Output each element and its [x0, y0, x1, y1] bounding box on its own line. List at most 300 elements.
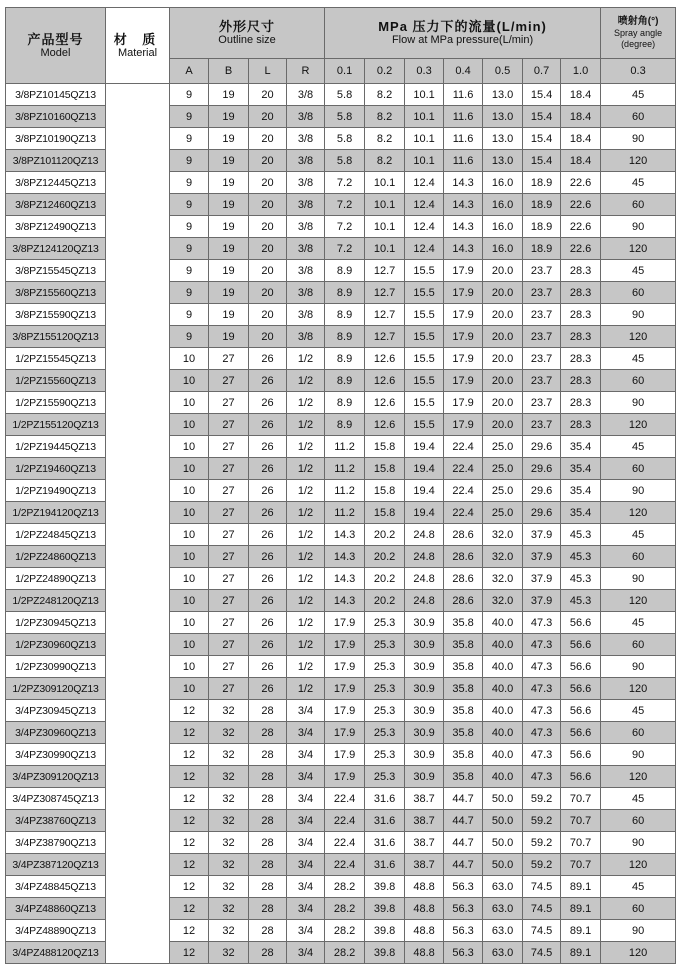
cell-model: 3/8PZ10190QZ13 [6, 128, 106, 150]
cell-flow-1-0: 18.4 [561, 106, 601, 128]
cell-spray-angle: 60 [601, 282, 676, 304]
cell-dim-r: 1/2 [287, 546, 325, 568]
cell-flow-0-2: 25.3 [365, 634, 405, 656]
cell-spray-angle: 60 [601, 106, 676, 128]
cell-flow-0-1: 8.9 [325, 304, 365, 326]
cell-flow-0-3: 24.8 [405, 546, 444, 568]
cell-flow-0-4: 11.6 [444, 84, 483, 106]
cell-spray-angle: 45 [601, 700, 676, 722]
cell-flow-0-1: 17.9 [325, 700, 365, 722]
cell-model: 1/2PZ309120QZ13 [6, 678, 106, 700]
cell-dim-r: 3/4 [287, 788, 325, 810]
cell-flow-0-3: 24.8 [405, 590, 444, 612]
cell-flow-1-0: 70.7 [561, 810, 601, 832]
cell-flow-0-7: 74.5 [523, 942, 561, 964]
header-flow-cn: MPa 压力下的流量(L/min) [378, 19, 547, 34]
cell-spray-angle: 120 [601, 590, 676, 612]
cell-dim-l: 20 [249, 238, 287, 260]
cell-flow-0-4: 56.3 [444, 876, 483, 898]
cell-model: 3/8PZ10160QZ13 [6, 106, 106, 128]
cell-flow-0-1: 14.3 [325, 546, 365, 568]
cell-dim-a: 12 [170, 876, 209, 898]
cell-dim-l: 26 [249, 656, 287, 678]
cell-dim-a: 9 [170, 172, 209, 194]
cell-dim-b: 27 [209, 634, 249, 656]
cell-flow-0-5: 25.0 [483, 480, 523, 502]
header-angle-cn: 喷射角(°) [617, 16, 659, 27]
cell-dim-a: 9 [170, 304, 209, 326]
cell-spray-angle: 45 [601, 612, 676, 634]
cell-flow-1-0: 35.4 [561, 480, 601, 502]
cell-flow-0-4: 17.9 [444, 282, 483, 304]
cell-flow-1-0: 56.6 [561, 612, 601, 634]
cell-dim-r: 3/4 [287, 722, 325, 744]
cell-flow-0-4: 35.8 [444, 678, 483, 700]
cell-dim-a: 9 [170, 282, 209, 304]
cell-dim-a: 10 [170, 590, 209, 612]
cell-model: 1/2PZ19460QZ13 [6, 458, 106, 480]
cell-model: 3/4PZ309120QZ13 [6, 766, 106, 788]
cell-flow-0-4: 17.9 [444, 392, 483, 414]
cell-flow-0-3: 30.9 [405, 612, 444, 634]
header-angle-pressure: 0.3 [601, 59, 676, 84]
cell-model: 1/2PZ30990QZ13 [6, 656, 106, 678]
cell-model: 3/8PZ124120QZ13 [6, 238, 106, 260]
cell-dim-a: 12 [170, 832, 209, 854]
cell-flow-0-5: 13.0 [483, 84, 523, 106]
cell-dim-r: 1/2 [287, 348, 325, 370]
cell-flow-0-2: 12.6 [365, 348, 405, 370]
cell-flow-0-5: 20.0 [483, 414, 523, 436]
cell-dim-l: 28 [249, 766, 287, 788]
cell-flow-0-3: 12.4 [405, 194, 444, 216]
cell-dim-r: 3/4 [287, 744, 325, 766]
cell-flow-1-0: 28.3 [561, 370, 601, 392]
cell-dim-b: 32 [209, 832, 249, 854]
cell-dim-a: 10 [170, 524, 209, 546]
cell-dim-b: 19 [209, 128, 249, 150]
cell-dim-a: 9 [170, 326, 209, 348]
cell-flow-0-7: 15.4 [523, 106, 561, 128]
cell-dim-r: 1/2 [287, 392, 325, 414]
cell-dim-r: 1/2 [287, 678, 325, 700]
header-dim-a: A [170, 59, 209, 84]
cell-dim-b: 19 [209, 238, 249, 260]
cell-flow-0-5: 20.0 [483, 326, 523, 348]
cell-flow-0-2: 39.8 [365, 920, 405, 942]
cell-flow-0-3: 38.7 [405, 832, 444, 854]
cell-spray-angle: 90 [601, 480, 676, 502]
cell-spray-angle: 90 [601, 128, 676, 150]
cell-spray-angle: 60 [601, 810, 676, 832]
cell-dim-r: 1/2 [287, 458, 325, 480]
cell-model: 3/8PZ12460QZ13 [6, 194, 106, 216]
cell-spray-angle: 120 [601, 326, 676, 348]
cell-flow-0-2: 8.2 [365, 106, 405, 128]
cell-flow-0-7: 37.9 [523, 546, 561, 568]
cell-flow-0-2: 25.3 [365, 656, 405, 678]
cell-spray-angle: 90 [601, 392, 676, 414]
cell-model: 1/2PZ30945QZ13 [6, 612, 106, 634]
cell-dim-a: 12 [170, 942, 209, 964]
cell-flow-0-3: 48.8 [405, 876, 444, 898]
cell-dim-a: 10 [170, 612, 209, 634]
cell-flow-0-7: 29.6 [523, 458, 561, 480]
cell-dim-r: 3/4 [287, 700, 325, 722]
cell-model: 3/4PZ387120QZ13 [6, 854, 106, 876]
cell-flow-1-0: 56.6 [561, 744, 601, 766]
cell-flow-0-3: 15.5 [405, 392, 444, 414]
cell-dim-l: 26 [249, 436, 287, 458]
cell-flow-1-0: 35.4 [561, 458, 601, 480]
cell-flow-1-0: 28.3 [561, 392, 601, 414]
cell-dim-b: 32 [209, 722, 249, 744]
header-pressure-0-7: 0.7 [523, 59, 561, 84]
cell-dim-b: 32 [209, 920, 249, 942]
cell-flow-0-7: 29.6 [523, 436, 561, 458]
cell-flow-0-1: 5.8 [325, 128, 365, 150]
cell-dim-r: 3/4 [287, 898, 325, 920]
cell-flow-0-5: 40.0 [483, 700, 523, 722]
cell-flow-0-3: 15.5 [405, 326, 444, 348]
cell-model: 1/2PZ248120QZ13 [6, 590, 106, 612]
cell-flow-0-1: 11.2 [325, 458, 365, 480]
header-dim-b: B [209, 59, 249, 84]
cell-flow-0-5: 50.0 [483, 832, 523, 854]
cell-dim-a: 12 [170, 744, 209, 766]
cell-dim-a: 10 [170, 392, 209, 414]
cell-flow-0-4: 35.8 [444, 634, 483, 656]
cell-dim-b: 19 [209, 304, 249, 326]
cell-spray-angle: 90 [601, 744, 676, 766]
header-pressure-0-3: 0.3 [405, 59, 444, 84]
cell-flow-0-5: 16.0 [483, 216, 523, 238]
cell-flow-0-7: 23.7 [523, 260, 561, 282]
cell-dim-b: 19 [209, 282, 249, 304]
cell-flow-0-2: 25.3 [365, 766, 405, 788]
cell-flow-0-4: 56.3 [444, 920, 483, 942]
cell-flow-0-5: 20.0 [483, 392, 523, 414]
cell-dim-r: 1/2 [287, 524, 325, 546]
cell-dim-l: 28 [249, 744, 287, 766]
cell-dim-r: 3/8 [287, 128, 325, 150]
cell-dim-b: 19 [209, 106, 249, 128]
cell-flow-0-4: 14.3 [444, 238, 483, 260]
cell-dim-a: 12 [170, 766, 209, 788]
cell-dim-l: 20 [249, 282, 287, 304]
cell-flow-0-4: 56.3 [444, 942, 483, 964]
cell-flow-0-2: 20.2 [365, 546, 405, 568]
cell-dim-a: 10 [170, 634, 209, 656]
cell-spray-angle: 45 [601, 876, 676, 898]
cell-flow-0-2: 10.1 [365, 172, 405, 194]
cell-flow-0-5: 40.0 [483, 656, 523, 678]
cell-flow-0-1: 5.8 [325, 150, 365, 172]
cell-flow-1-0: 22.6 [561, 194, 601, 216]
cell-flow-1-0: 35.4 [561, 436, 601, 458]
cell-flow-0-5: 32.0 [483, 568, 523, 590]
cell-spray-angle: 120 [601, 414, 676, 436]
cell-flow-0-4: 28.6 [444, 546, 483, 568]
cell-flow-0-4: 44.7 [444, 788, 483, 810]
header-material-cn: 材 质 [113, 31, 162, 47]
cell-flow-0-4: 22.4 [444, 502, 483, 524]
cell-dim-r: 3/8 [287, 238, 325, 260]
cell-flow-0-7: 74.5 [523, 898, 561, 920]
cell-flow-0-4: 35.8 [444, 700, 483, 722]
cell-model: 3/8PZ15590QZ13 [6, 304, 106, 326]
cell-dim-r: 3/8 [287, 106, 325, 128]
cell-flow-0-2: 12.7 [365, 282, 405, 304]
cell-flow-0-2: 8.2 [365, 84, 405, 106]
cell-dim-b: 32 [209, 942, 249, 964]
cell-flow-0-1: 17.9 [325, 722, 365, 744]
cell-dim-r: 3/8 [287, 216, 325, 238]
cell-flow-0-1: 22.4 [325, 788, 365, 810]
cell-flow-0-4: 56.3 [444, 898, 483, 920]
cell-flow-0-1: 8.9 [325, 282, 365, 304]
cell-flow-0-7: 59.2 [523, 788, 561, 810]
cell-flow-0-7: 29.6 [523, 480, 561, 502]
cell-model: 3/4PZ38760QZ13 [6, 810, 106, 832]
cell-dim-a: 9 [170, 84, 209, 106]
cell-flow-1-0: 28.3 [561, 304, 601, 326]
cell-flow-0-7: 23.7 [523, 282, 561, 304]
cell-flow-0-5: 25.0 [483, 502, 523, 524]
cell-dim-r: 1/2 [287, 480, 325, 502]
cell-flow-0-4: 28.6 [444, 568, 483, 590]
cell-dim-l: 28 [249, 876, 287, 898]
cell-flow-0-2: 25.3 [365, 678, 405, 700]
cell-flow-0-7: 18.9 [523, 216, 561, 238]
cell-flow-1-0: 28.3 [561, 282, 601, 304]
cell-flow-0-4: 44.7 [444, 854, 483, 876]
cell-dim-l: 20 [249, 150, 287, 172]
cell-model: 3/4PZ48845QZ13 [6, 876, 106, 898]
cell-dim-r: 3/4 [287, 876, 325, 898]
cell-flow-0-2: 8.2 [365, 128, 405, 150]
cell-flow-0-7: 15.4 [523, 84, 561, 106]
cell-flow-0-7: 47.3 [523, 678, 561, 700]
cell-flow-0-2: 20.2 [365, 568, 405, 590]
cell-flow-0-5: 63.0 [483, 876, 523, 898]
cell-flow-0-7: 47.3 [523, 612, 561, 634]
cell-dim-r: 1/2 [287, 656, 325, 678]
cell-dim-a: 12 [170, 854, 209, 876]
cell-model: 1/2PZ19490QZ13 [6, 480, 106, 502]
cell-flow-0-3: 10.1 [405, 150, 444, 172]
cell-flow-1-0: 45.3 [561, 524, 601, 546]
cell-flow-0-2: 15.8 [365, 502, 405, 524]
cell-dim-l: 26 [249, 546, 287, 568]
cell-flow-1-0: 45.3 [561, 546, 601, 568]
cell-flow-1-0: 28.3 [561, 260, 601, 282]
cell-dim-l: 20 [249, 216, 287, 238]
cell-dim-b: 32 [209, 898, 249, 920]
cell-dim-a: 9 [170, 194, 209, 216]
cell-model: 3/4PZ30960QZ13 [6, 722, 106, 744]
cell-spray-angle: 90 [601, 832, 676, 854]
cell-dim-l: 28 [249, 920, 287, 942]
cell-flow-0-3: 19.4 [405, 436, 444, 458]
cell-dim-l: 20 [249, 172, 287, 194]
cell-flow-0-1: 11.2 [325, 502, 365, 524]
cell-flow-1-0: 70.7 [561, 854, 601, 876]
cell-flow-0-7: 23.7 [523, 348, 561, 370]
cell-flow-0-7: 23.7 [523, 326, 561, 348]
cell-flow-0-1: 8.9 [325, 348, 365, 370]
cell-dim-a: 10 [170, 568, 209, 590]
cell-flow-0-7: 23.7 [523, 304, 561, 326]
cell-dim-a: 10 [170, 436, 209, 458]
cell-flow-0-1: 28.2 [325, 876, 365, 898]
cell-flow-0-2: 12.6 [365, 392, 405, 414]
cell-dim-b: 27 [209, 678, 249, 700]
cell-dim-r: 1/2 [287, 436, 325, 458]
cell-flow-0-7: 15.4 [523, 150, 561, 172]
table-row [6, 84, 676, 106]
cell-dim-r: 3/4 [287, 810, 325, 832]
cell-dim-a: 10 [170, 656, 209, 678]
cell-flow-0-7: 23.7 [523, 370, 561, 392]
cell-flow-0-5: 40.0 [483, 766, 523, 788]
cell-flow-0-3: 30.9 [405, 634, 444, 656]
cell-dim-l: 20 [249, 326, 287, 348]
cell-flow-1-0: 56.6 [561, 722, 601, 744]
header-dim-r: R [287, 59, 325, 84]
cell-flow-0-5: 32.0 [483, 590, 523, 612]
cell-flow-0-7: 47.3 [523, 766, 561, 788]
cell-dim-l: 26 [249, 348, 287, 370]
cell-flow-1-0: 18.4 [561, 84, 601, 106]
cell-dim-a: 9 [170, 128, 209, 150]
cell-dim-r: 3/4 [287, 920, 325, 942]
cell-flow-0-4: 17.9 [444, 304, 483, 326]
cell-dim-l: 26 [249, 590, 287, 612]
cell-dim-l: 26 [249, 612, 287, 634]
cell-flow-0-1: 8.9 [325, 326, 365, 348]
cell-spray-angle: 90 [601, 216, 676, 238]
cell-flow-1-0: 28.3 [561, 414, 601, 436]
cell-model: 1/2PZ15545QZ13 [6, 348, 106, 370]
cell-flow-0-3: 15.5 [405, 414, 444, 436]
cell-flow-0-4: 28.6 [444, 590, 483, 612]
cell-flow-0-3: 30.9 [405, 656, 444, 678]
cell-flow-0-5: 16.0 [483, 238, 523, 260]
cell-dim-l: 26 [249, 634, 287, 656]
cell-flow-0-7: 47.3 [523, 634, 561, 656]
cell-flow-0-7: 47.3 [523, 744, 561, 766]
cell-flow-0-7: 37.9 [523, 568, 561, 590]
cell-flow-1-0: 89.1 [561, 942, 601, 964]
cell-flow-0-1: 17.9 [325, 656, 365, 678]
cell-flow-1-0: 22.6 [561, 238, 601, 260]
cell-flow-1-0: 56.6 [561, 634, 601, 656]
cell-model: 3/4PZ30945QZ13 [6, 700, 106, 722]
cell-dim-b: 19 [209, 150, 249, 172]
cell-flow-0-1: 8.9 [325, 392, 365, 414]
cell-dim-b: 32 [209, 744, 249, 766]
cell-model: 1/2PZ155120QZ13 [6, 414, 106, 436]
cell-flow-0-1: 17.9 [325, 766, 365, 788]
cell-flow-0-2: 31.6 [365, 854, 405, 876]
cell-dim-r: 3/4 [287, 942, 325, 964]
header-angle-en: Spray angle [614, 28, 663, 38]
cell-dim-l: 26 [249, 370, 287, 392]
cell-flow-0-1: 8.9 [325, 370, 365, 392]
cell-spray-angle: 120 [601, 766, 676, 788]
cell-model: 1/2PZ24860QZ13 [6, 546, 106, 568]
cell-flow-1-0: 56.6 [561, 656, 601, 678]
cell-flow-0-4: 11.6 [444, 150, 483, 172]
nozzle-spec-table [5, 7, 676, 964]
cell-dim-r: 3/8 [287, 260, 325, 282]
cell-spray-angle: 60 [601, 634, 676, 656]
cell-flow-0-1: 8.9 [325, 260, 365, 282]
cell-flow-0-2: 10.1 [365, 194, 405, 216]
cell-flow-0-1: 14.3 [325, 590, 365, 612]
cell-model: 3/4PZ38790QZ13 [6, 832, 106, 854]
header-flow-en: Flow at MPa pressure(L/min) [391, 34, 534, 46]
cell-flow-0-2: 39.8 [365, 876, 405, 898]
cell-flow-0-2: 8.2 [365, 150, 405, 172]
cell-flow-0-1: 28.2 [325, 898, 365, 920]
cell-spray-angle: 45 [601, 260, 676, 282]
cell-flow-0-5: 50.0 [483, 854, 523, 876]
cell-spray-angle: 60 [601, 546, 676, 568]
cell-flow-0-3: 10.1 [405, 128, 444, 150]
cell-flow-0-4: 14.3 [444, 216, 483, 238]
header-material-en: Material [117, 46, 158, 59]
cell-dim-a: 10 [170, 348, 209, 370]
cell-flow-0-4: 11.6 [444, 128, 483, 150]
cell-dim-r: 3/8 [287, 304, 325, 326]
cell-spray-angle: 60 [601, 458, 676, 480]
cell-dim-r: 1/2 [287, 590, 325, 612]
cell-flow-0-3: 12.4 [405, 238, 444, 260]
cell-flow-0-2: 31.6 [365, 788, 405, 810]
cell-flow-0-5: 50.0 [483, 810, 523, 832]
cell-flow-0-4: 35.8 [444, 722, 483, 744]
cell-dim-a: 12 [170, 722, 209, 744]
cell-model: 3/8PZ10145QZ13 [6, 84, 106, 106]
cell-model: 3/8PZ101120QZ13 [6, 150, 106, 172]
cell-flow-0-4: 44.7 [444, 810, 483, 832]
cell-flow-0-5: 50.0 [483, 788, 523, 810]
cell-dim-b: 27 [209, 414, 249, 436]
cell-flow-0-4: 35.8 [444, 612, 483, 634]
cell-flow-0-4: 14.3 [444, 172, 483, 194]
cell-flow-0-2: 39.8 [365, 942, 405, 964]
header-pressure-0-2: 0.2 [365, 59, 405, 84]
cell-dim-r: 3/8 [287, 326, 325, 348]
cell-dim-l: 26 [249, 524, 287, 546]
cell-flow-0-4: 17.9 [444, 414, 483, 436]
cell-flow-0-2: 25.3 [365, 612, 405, 634]
cell-spray-angle: 60 [601, 370, 676, 392]
cell-flow-0-3: 38.7 [405, 810, 444, 832]
cell-flow-0-7: 37.9 [523, 590, 561, 612]
cell-flow-0-2: 20.2 [365, 590, 405, 612]
cell-dim-l: 28 [249, 854, 287, 876]
cell-flow-1-0: 18.4 [561, 150, 601, 172]
cell-dim-b: 32 [209, 854, 249, 876]
cell-flow-0-3: 19.4 [405, 480, 444, 502]
cell-flow-0-4: 35.8 [444, 744, 483, 766]
cell-spray-angle: 120 [601, 942, 676, 964]
cell-flow-0-5: 63.0 [483, 898, 523, 920]
cell-flow-0-5: 40.0 [483, 634, 523, 656]
